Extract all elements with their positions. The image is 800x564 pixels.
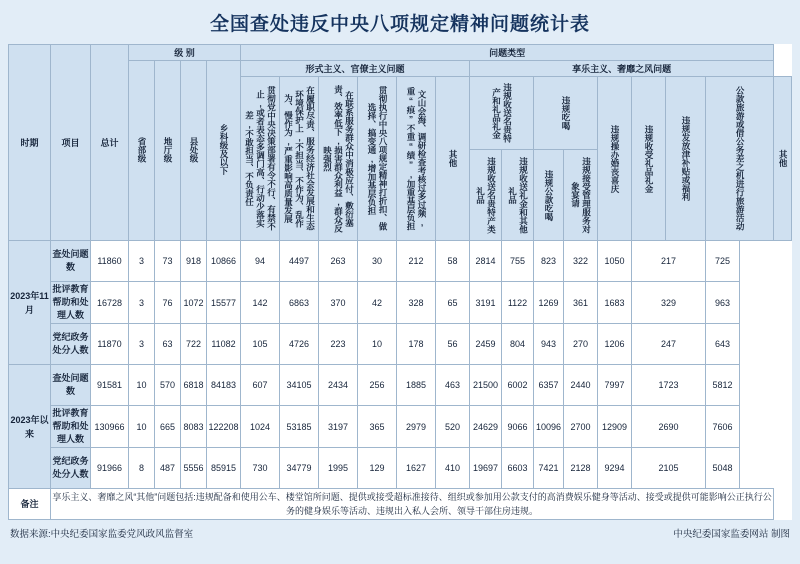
cell-1-0-8: 256	[358, 365, 397, 406]
header-hedonism-col-5-label: 违规操办婚丧喜庆	[610, 124, 621, 193]
cell-0-1-17: 963	[706, 282, 740, 324]
row-item-label-0-2: 党纪政务处分人数	[51, 324, 91, 365]
cell-0-1-10: 65	[436, 282, 470, 324]
cell-0-1-3: 1072	[181, 282, 207, 324]
header-hedonism-group: 享乐主义、奢靡之风问题	[470, 61, 774, 77]
header-hedonism-col-1-label: 违规收送名贵特产类礼品	[475, 156, 497, 234]
header-level-diting	[155, 61, 181, 241]
header-level-xianchu	[181, 61, 207, 241]
cell-1-1-15: 12909	[598, 406, 632, 448]
cell-0-1-16: 329	[632, 282, 706, 324]
row-item-label-0-0: 查处问题数	[51, 241, 91, 282]
cell-1-2-10: 410	[436, 448, 470, 489]
cell-0-1-0: 16728	[91, 282, 129, 324]
cell-0-0-10: 58	[436, 241, 470, 282]
cell-0-2-1: 3	[129, 324, 155, 365]
cell-0-2-2: 63	[155, 324, 181, 365]
cell-1-2-1: 8	[129, 448, 155, 489]
cell-1-0-1: 10	[129, 365, 155, 406]
cell-0-1-7: 370	[319, 282, 358, 324]
cell-0-0-13: 823	[534, 241, 564, 282]
row-item-label-1-2: 党纪政务处分人数	[51, 448, 91, 489]
table-row	[9, 365, 792, 406]
header-hedonism-col-3	[534, 150, 564, 241]
cell-1-1-13: 10096	[534, 406, 564, 448]
cell-0-2-11: 2459	[470, 324, 502, 365]
cell-0-2-9: 178	[397, 324, 436, 365]
cell-1-0-17: 5812	[706, 365, 740, 406]
header-level-xiangke-label: 乡科级及以下	[219, 124, 229, 175]
table-row	[9, 448, 792, 489]
cell-1-1-14: 2700	[564, 406, 598, 448]
cell-0-1-8: 42	[358, 282, 397, 324]
header-hedonism-col-7	[666, 77, 706, 241]
data-source: 数据来源:中央纪委国家监委党风政风监督室	[10, 529, 194, 540]
cell-1-2-5: 730	[241, 448, 280, 489]
cell-0-1-14: 361	[564, 282, 598, 324]
header-period: 时期	[9, 45, 51, 241]
cell-1-0-4: 84183	[207, 365, 241, 406]
cell-0-0-1: 3	[129, 241, 155, 282]
cell-0-1-4: 15577	[207, 282, 241, 324]
header-formalism-col-1-label: 贯彻党中央决策部署有令不行、有禁不止,或者表态多调门高、行动少落实差,不敢担当、不负责任	[244, 86, 277, 231]
cell-1-2-12: 6603	[502, 448, 534, 489]
header-hedonism-col-6	[632, 77, 666, 241]
cell-1-2-13: 7421	[534, 448, 564, 489]
table-row	[9, 241, 792, 282]
header-hedonism-col-8-label: 公款旅游或借公务差之机进行旅游活动	[735, 86, 746, 231]
cell-0-0-15: 1050	[598, 241, 632, 282]
cell-1-0-10: 463	[436, 365, 470, 406]
cell-1-1-16: 2690	[632, 406, 706, 448]
row-item-label-1-0: 查处问题数	[51, 365, 91, 406]
cell-0-2-17: 643	[706, 324, 740, 365]
row-item-label-0-1: 批评教育帮助和处理人数	[51, 282, 91, 324]
header-level-sheng-label: 省部级	[137, 136, 147, 163]
cell-0-2-14: 270	[564, 324, 598, 365]
header-total: 总计	[91, 45, 129, 241]
cell-1-1-11: 24629	[470, 406, 502, 448]
cell-1-2-16: 2105	[632, 448, 706, 489]
header-hedonism-col-1	[470, 150, 502, 241]
header-hedonism-col-other	[774, 77, 792, 241]
cell-1-2-6: 34779	[280, 448, 319, 489]
cell-1-0-11: 21500	[470, 365, 502, 406]
cell-1-2-3: 5556	[181, 448, 207, 489]
cell-0-0-6: 4497	[280, 241, 319, 282]
cell-0-1-1: 3	[129, 282, 155, 324]
row-period-1: 2023年以来	[9, 365, 51, 489]
cell-0-0-9: 212	[397, 241, 436, 282]
cell-1-1-7: 3197	[319, 406, 358, 448]
table-row	[9, 282, 792, 324]
cell-0-0-16: 217	[632, 241, 706, 282]
cell-0-0-7: 263	[319, 241, 358, 282]
cell-0-2-5: 105	[241, 324, 280, 365]
header-hedonism-col-4	[564, 150, 598, 241]
cell-0-0-3: 918	[181, 241, 207, 282]
header-hedonism-outer-gift	[470, 77, 534, 150]
cell-0-2-4: 11082	[207, 324, 241, 365]
cell-1-1-5: 1024	[241, 406, 280, 448]
cell-0-0-4: 10866	[207, 241, 241, 282]
header-hedonism-col-2-label: 违规收送礼金和其他礼品	[507, 156, 529, 234]
cell-1-1-6: 53185	[280, 406, 319, 448]
cell-1-0-0: 91581	[91, 365, 129, 406]
cell-1-1-1: 10	[129, 406, 155, 448]
header-level-diting-label: 地厅级	[163, 136, 173, 163]
header-formalism-col-5-label: 文山会海、调研检查考核过多过频,重“痕”不重“绩”,加重基层负担	[406, 86, 428, 231]
cell-0-0-17: 725	[706, 241, 740, 282]
page-title: 全国查处违反中央八项规定精神问题统计表	[209, 14, 590, 35]
header-hedonism-outer-gift-label: 违规收送名贵特产和礼品礼金	[491, 83, 513, 143]
cell-0-0-11: 2814	[470, 241, 502, 282]
cell-1-1-12: 9066	[502, 406, 534, 448]
cell-0-0-0: 11860	[91, 241, 129, 282]
cell-1-0-6: 34105	[280, 365, 319, 406]
header-formalism-col-2-label: 在履职尽责、服务经济社会发展和生态环境保护上,不担当、不作为、乱作为、慢作为,严重影响高质量发展	[283, 86, 316, 231]
cell-1-2-4: 85915	[207, 448, 241, 489]
header-formalism-col-4-label: 贯彻执行中央八项规定精神打折扣、做选择、搞变通,增加基层负担	[367, 86, 389, 231]
cell-1-2-14: 2128	[564, 448, 598, 489]
header-level-xiangke	[207, 61, 241, 241]
header-hedonism-col-other-label: 其他	[778, 150, 789, 167]
cell-0-2-0: 11870	[91, 324, 129, 365]
header-level-group: 级 别	[129, 45, 241, 61]
cell-0-0-2: 73	[155, 241, 181, 282]
header-level-sheng	[129, 61, 155, 241]
cell-0-1-11: 3191	[470, 282, 502, 324]
cell-0-2-8: 10	[358, 324, 397, 365]
header-hedonism-col-8	[706, 77, 774, 241]
cell-1-0-14: 2440	[564, 365, 598, 406]
cell-0-2-7: 223	[319, 324, 358, 365]
cell-1-2-2: 487	[155, 448, 181, 489]
header-formalism-col-other-label: 其他	[448, 150, 459, 167]
cell-1-0-5: 607	[241, 365, 280, 406]
note-text: 享乐主义、奢靡之风“其他”问题包括:违规配备和使用公车、楼堂馆所问题、提供或接受超标准接待、组织或参加用公款支付的高消费娱乐健身等活动、接受或提供可能影响公正执行公务的健身娱乐等活动、违规出入私人会所、领导干部住房违规。	[51, 489, 774, 520]
row-item-label-1-1: 批评教育帮助和处理人数	[51, 406, 91, 448]
cell-1-0-9: 1885	[397, 365, 436, 406]
cell-1-0-7: 2434	[319, 365, 358, 406]
header-formalism-group: 形式主义、官僚主义问题	[241, 61, 470, 77]
footer	[10, 526, 790, 540]
cell-0-2-12: 804	[502, 324, 534, 365]
cell-1-1-10: 520	[436, 406, 470, 448]
cell-1-0-13: 6357	[534, 365, 564, 406]
header-level-xianchu-label: 县处级	[189, 136, 199, 163]
cell-0-2-6: 4726	[280, 324, 319, 365]
header-item: 项目	[51, 45, 91, 241]
header-formalism-col-5	[397, 77, 436, 241]
cell-0-1-9: 328	[397, 282, 436, 324]
header-hedonism-outer-dining	[534, 77, 598, 150]
header-formalism-col-1	[241, 77, 280, 241]
cell-0-0-14: 322	[564, 241, 598, 282]
header-hedonism-col-7-label: 违规发放津补贴或福利	[681, 116, 692, 201]
header-formalism-col-other	[436, 77, 470, 241]
cell-0-0-8: 30	[358, 241, 397, 282]
cell-0-1-5: 142	[241, 282, 280, 324]
cell-1-2-15: 9294	[598, 448, 632, 489]
header-hedonism-col-2	[502, 150, 534, 241]
cell-1-1-0: 130966	[91, 406, 129, 448]
header-hedonism-outer-dining-label: 违规吃喝	[561, 96, 572, 130]
cell-0-2-3: 722	[181, 324, 207, 365]
cell-1-1-2: 665	[155, 406, 181, 448]
cell-1-2-17: 5048	[706, 448, 740, 489]
cell-1-2-11: 19697	[470, 448, 502, 489]
cell-0-2-15: 1206	[598, 324, 632, 365]
table-row	[9, 406, 792, 448]
header-row-1	[9, 45, 792, 61]
note-label: 备注	[9, 489, 51, 520]
cell-1-0-3: 6818	[181, 365, 207, 406]
cell-1-0-15: 7997	[598, 365, 632, 406]
header-formalism-col-4	[358, 77, 397, 241]
note-row	[9, 489, 792, 520]
cell-1-0-16: 1723	[632, 365, 706, 406]
cell-1-2-7: 1995	[319, 448, 358, 489]
cell-1-0-2: 570	[155, 365, 181, 406]
cell-1-2-9: 1627	[397, 448, 436, 489]
header-formalism-col-3-label: 在联系服务群众中消极应付、敷衍塞责、效率低下,损害群众利益,群众反映强烈	[322, 84, 355, 233]
cell-1-2-0: 91966	[91, 448, 129, 489]
cell-1-1-17: 7606	[706, 406, 740, 448]
header-hedonism-col-4-label: 违规接受管理服务对象宴请	[570, 156, 592, 234]
header-formalism-col-3	[319, 77, 358, 241]
cell-0-2-16: 247	[632, 324, 706, 365]
cell-0-0-5: 94	[241, 241, 280, 282]
cell-0-1-12: 1122	[502, 282, 534, 324]
cell-1-1-3: 8083	[181, 406, 207, 448]
statistics-table	[8, 44, 792, 520]
cell-1-0-12: 6002	[502, 365, 534, 406]
table-row	[9, 324, 792, 365]
cell-0-1-2: 76	[155, 282, 181, 324]
cell-1-1-9: 2979	[397, 406, 436, 448]
row-period-0: 2023年11月	[9, 241, 51, 365]
cell-0-1-15: 1683	[598, 282, 632, 324]
cell-1-1-8: 365	[358, 406, 397, 448]
cell-1-2-8: 129	[358, 448, 397, 489]
cell-1-1-4: 122208	[207, 406, 241, 448]
header-hedonism-col-3-label: 违规公款吃喝	[544, 169, 555, 221]
cell-0-0-12: 755	[502, 241, 534, 282]
header-problem-type-group: 问题类型	[241, 45, 774, 61]
header-formalism-col-2	[280, 77, 319, 241]
header-hedonism-col-5	[598, 77, 632, 241]
cell-0-2-13: 943	[534, 324, 564, 365]
cell-0-1-6: 6863	[280, 282, 319, 324]
header-hedonism-col-6-label: 违规收受礼品礼金	[644, 124, 655, 193]
cell-0-1-13: 1269	[534, 282, 564, 324]
cell-0-2-10: 56	[436, 324, 470, 365]
credit: 中央纪委国家监委网站 制图	[673, 529, 790, 540]
